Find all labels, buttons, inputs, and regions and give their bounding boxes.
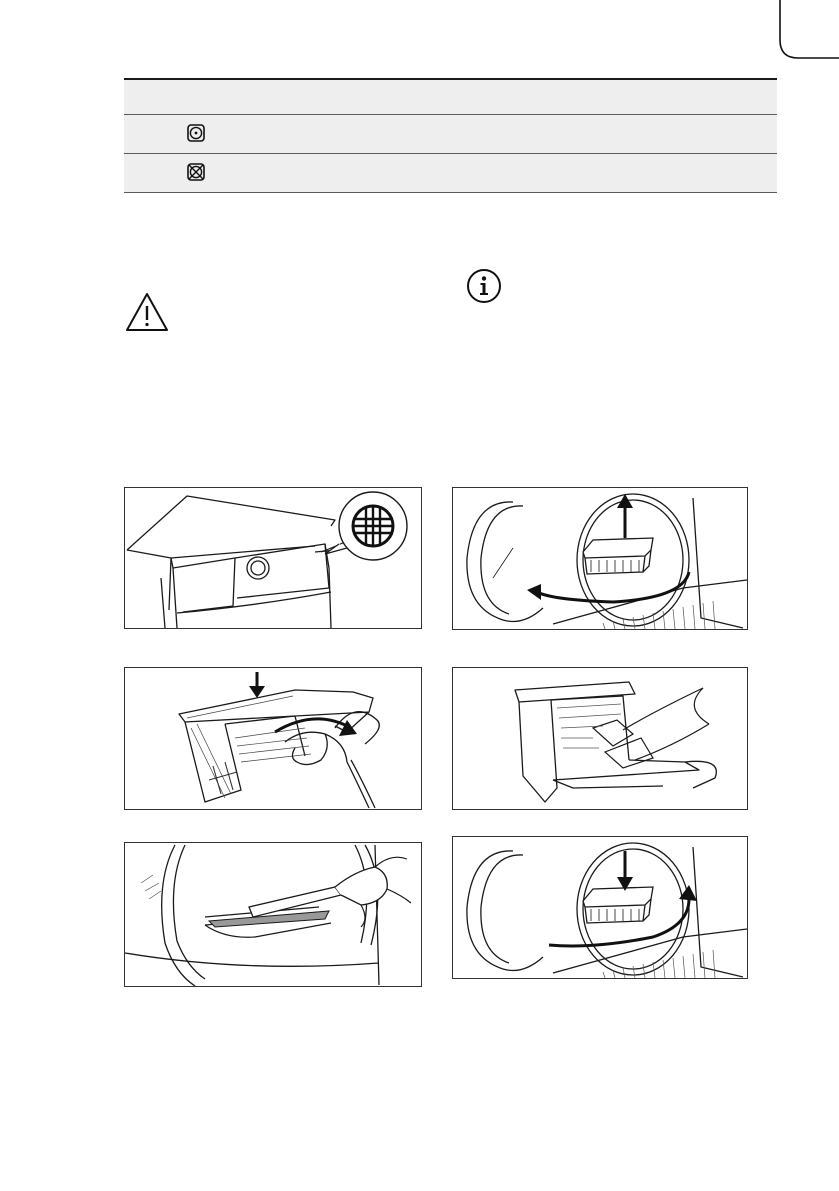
warning-triangle-icon bbox=[125, 292, 169, 332]
table-header-row bbox=[124, 78, 777, 114]
figure-open-filter bbox=[124, 667, 422, 810]
figure-remove-filter bbox=[452, 487, 748, 630]
table-row bbox=[124, 114, 777, 153]
symbol-table bbox=[124, 78, 777, 193]
tumble-dry-symbol-icon bbox=[187, 124, 205, 142]
figure-reinsert-filter bbox=[452, 836, 748, 979]
do-not-tumble-dry-symbol-icon bbox=[187, 163, 205, 181]
figure-dryer-panel bbox=[124, 487, 422, 629]
filter-grid-icon bbox=[353, 506, 393, 546]
table-row bbox=[124, 153, 777, 193]
info-circle-icon bbox=[466, 268, 502, 304]
figure-vacuum-drum bbox=[124, 842, 422, 987]
figure-clean-filter bbox=[452, 667, 748, 810]
